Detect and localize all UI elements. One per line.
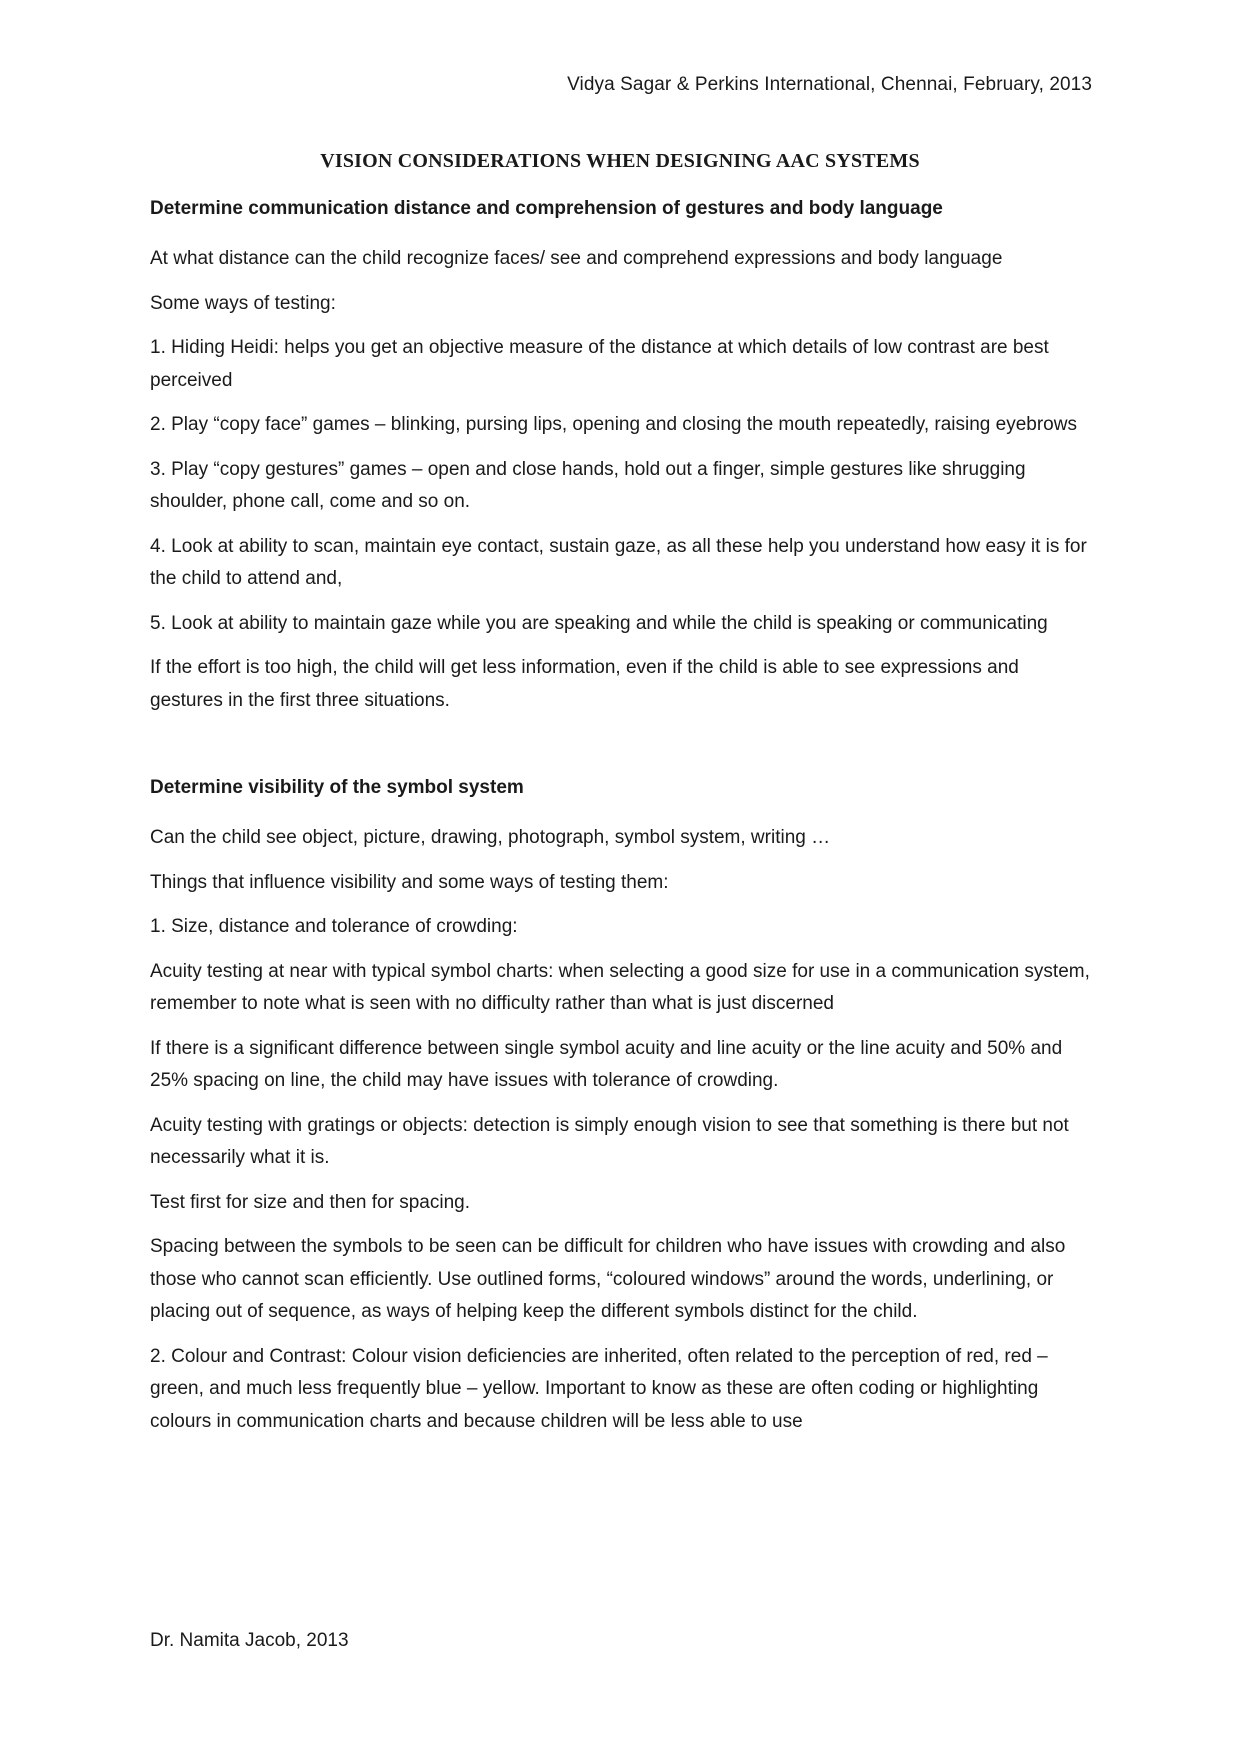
paragraph: Test first for size and then for spacing. [150, 1191, 470, 1213]
list-item: 2. Play “copy face” games – blinking, pursing lips, opening and closing the mouth repeatedly, raising eyebrows [150, 414, 1077, 435]
document-body [150, 150, 1090, 1450]
section-heading-symbol-visibility: Determine visibility of the symbol system [150, 777, 524, 798]
paragraph: If there is a significant difference between single symbol acuity and line acuity or the line acuity and 50% and 25% spacing on line, the child may have issues with tolerance of crowding. [150, 1037, 1063, 1091]
header-organization-line: Vidya Sagar & Perkins International, Chennai, February, 2013 [567, 74, 1092, 95]
document-title: VISION CONSIDERATIONS WHEN DESIGNING AAC SYSTEMS [320, 150, 920, 172]
paragraph: If the effort is too high, the child will get less information, even if the child is able to see expressions and gestures in the first three situations. [150, 657, 1019, 711]
paragraph: Some ways of testing: [150, 292, 336, 314]
list-item: 3. Play “copy gestures” games – open and close hands, hold out a finger, simple gestures like shrugging shoulder, phone call, come and so on. [150, 458, 1026, 512]
section-spacer [150, 729, 1090, 774]
paragraph: Acuity testing at near with typical symbol charts: when selecting a good size for use in a communication system, remember to note what is seen with no difficulty rather than what is just discerned [150, 960, 1090, 1014]
paragraph: Can the child see object, picture, drawing, photograph, symbol system, writing … [150, 827, 831, 848]
list-item: 1. Size, distance and tolerance of crowding: [150, 916, 518, 937]
footer-author-line: Dr. Namita Jacob, 2013 [150, 1630, 349, 1651]
list-item: 1. Hiding Heidi: helps you get an objective measure of the distance at which details of low contrast are best perceived [150, 337, 1049, 391]
section-heading-communication-distance: Determine communication distance and comprehension of gestures and body language [150, 198, 943, 219]
list-item: 2. Colour and Contrast: Colour vision deficiencies are inherited, often related to the perception of red, red – green, and much less frequently blue – yellow. Important to know as these are often coding or highlighting colours in communication charts and because children will be less able to use [150, 1345, 1048, 1432]
list-item: 5. Look at ability to maintain gaze while you are speaking and while the child is speaking or communicating [150, 612, 1048, 634]
paragraph: Things that influence visibility and some ways of testing them: [150, 871, 669, 893]
list-item: 4. Look at ability to scan, maintain eye contact, sustain gaze, as all these help you understand how easy it is for the child to attend and, [150, 535, 1087, 589]
paragraph: Spacing between the symbols to be seen can be difficult for children who have issues with crowding and also those who cannot scan efficiently. Use outlined forms, “coloured windows” around the words, underlining, or placing out of sequence, as ways of helping keep the different symbols distinct for the child. [150, 1236, 1066, 1322]
paragraph: Acuity testing with gratings or objects: detection is simply enough vision to see that something is there but not necessarily what it is. [150, 1114, 1069, 1168]
paragraph: At what distance can the child recognize faces/ see and comprehend expressions and body language [150, 248, 1003, 269]
